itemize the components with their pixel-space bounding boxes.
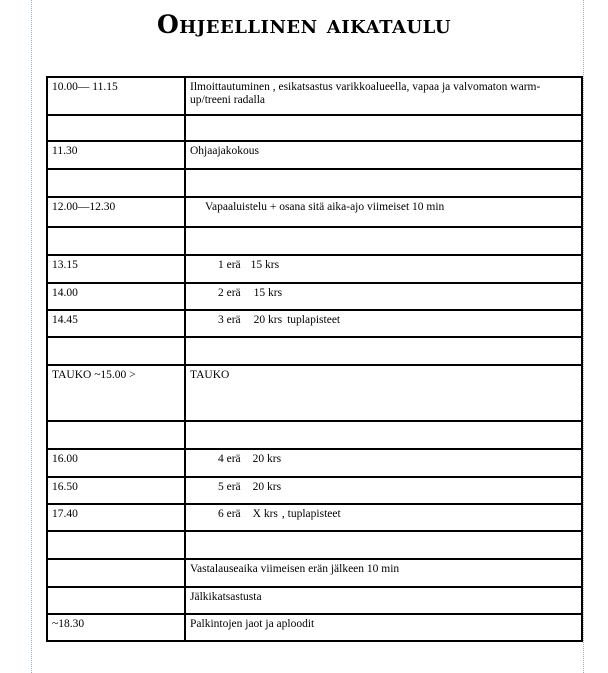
heat-label: 3 erä (218, 314, 241, 326)
time-cell: 10.00— 11.15 (47, 77, 185, 115)
description-cell: Vastalauseaika viimeisen erän jälkeen 10 min (185, 559, 582, 587)
table-row (47, 587, 582, 614)
description-cell (185, 169, 582, 197)
description-cell: TAUKO (185, 365, 582, 421)
time-cell (47, 559, 185, 587)
heat-cell (185, 255, 582, 283)
laps-label: 20 krs (252, 453, 282, 465)
laps-label: 20 krs (252, 481, 282, 493)
laps-label: 15 krs (250, 259, 280, 271)
table-row (47, 614, 582, 641)
extra-label: , tuplapisteet (281, 508, 341, 520)
description-cell: Ohjaajakokous (185, 141, 582, 169)
table-row (47, 421, 582, 449)
table-row (47, 337, 582, 365)
description-cell: Palkintojen jaot ja aploodit (185, 614, 582, 641)
time-cell (47, 587, 185, 614)
table-row (47, 310, 582, 337)
description-cell (185, 227, 582, 255)
time-cell: 12.00—12.30 (47, 197, 185, 227)
table-row (47, 531, 582, 559)
table-row (47, 504, 582, 531)
time-cell: 16.00 (47, 449, 185, 477)
extra-label: tuplapisteet (287, 314, 341, 326)
page-title: Ohjeellinen aikataulu (156, 10, 452, 39)
schedule-table (46, 76, 583, 642)
time-cell: ~18.30 (47, 614, 185, 641)
time-cell: 17.40 (47, 504, 185, 531)
time-cell (47, 169, 185, 197)
table-row (47, 255, 582, 283)
table-row (47, 227, 582, 255)
description-cell (185, 337, 582, 365)
heat-cell (185, 477, 582, 504)
description-cell (185, 421, 582, 449)
table-row (47, 283, 582, 310)
time-cell: 14.45 (47, 310, 185, 337)
time-cell: 16.50 (47, 477, 185, 504)
time-cell (47, 227, 185, 255)
time-cell: 11.30 (47, 141, 185, 169)
laps-label: 20 krs (253, 314, 283, 326)
table-row (47, 477, 582, 504)
table-row (47, 197, 582, 227)
heat-label: 4 erä (218, 453, 241, 465)
table-row (47, 77, 582, 115)
heat-cell (185, 310, 582, 337)
table-row (47, 559, 582, 587)
laps-label: 15 krs (253, 287, 283, 299)
heat-label: 5 erä (218, 481, 241, 493)
table-row (47, 115, 582, 141)
description-cell: Vapaaluistelu + osana sitä aika-ajo viimeiset 10 min (185, 197, 582, 227)
table-row (47, 141, 582, 169)
laps-label: X krs (252, 508, 278, 520)
description-cell (185, 531, 582, 559)
time-cell (47, 115, 185, 141)
description-cell (185, 115, 582, 141)
table-row (47, 449, 582, 477)
heat-label: 2 erä (218, 287, 241, 299)
description-cell: Jälkikatsastusta (185, 587, 582, 614)
table-row (47, 365, 582, 421)
time-cell: 14.00 (47, 283, 185, 310)
heat-cell (185, 449, 582, 477)
time-cell: TAUKO ~15.00 > (47, 365, 185, 421)
time-cell (47, 337, 185, 365)
heat-cell (185, 504, 582, 531)
time-cell (47, 421, 185, 449)
heat-label: 1 erä (218, 259, 241, 271)
heat-label: 6 erä (218, 508, 241, 520)
time-cell (47, 531, 185, 559)
page-margin-guide-left (31, 0, 32, 673)
heat-cell (185, 283, 582, 310)
time-cell: 13.15 (47, 255, 185, 283)
table-row (47, 169, 582, 197)
page-margin-guide-right (583, 0, 584, 673)
description-cell: Ilmoittautuminen , esikatsastus varikkoalueella, vapaa ja valvomaton warm-up/treeni radalla (185, 77, 582, 115)
